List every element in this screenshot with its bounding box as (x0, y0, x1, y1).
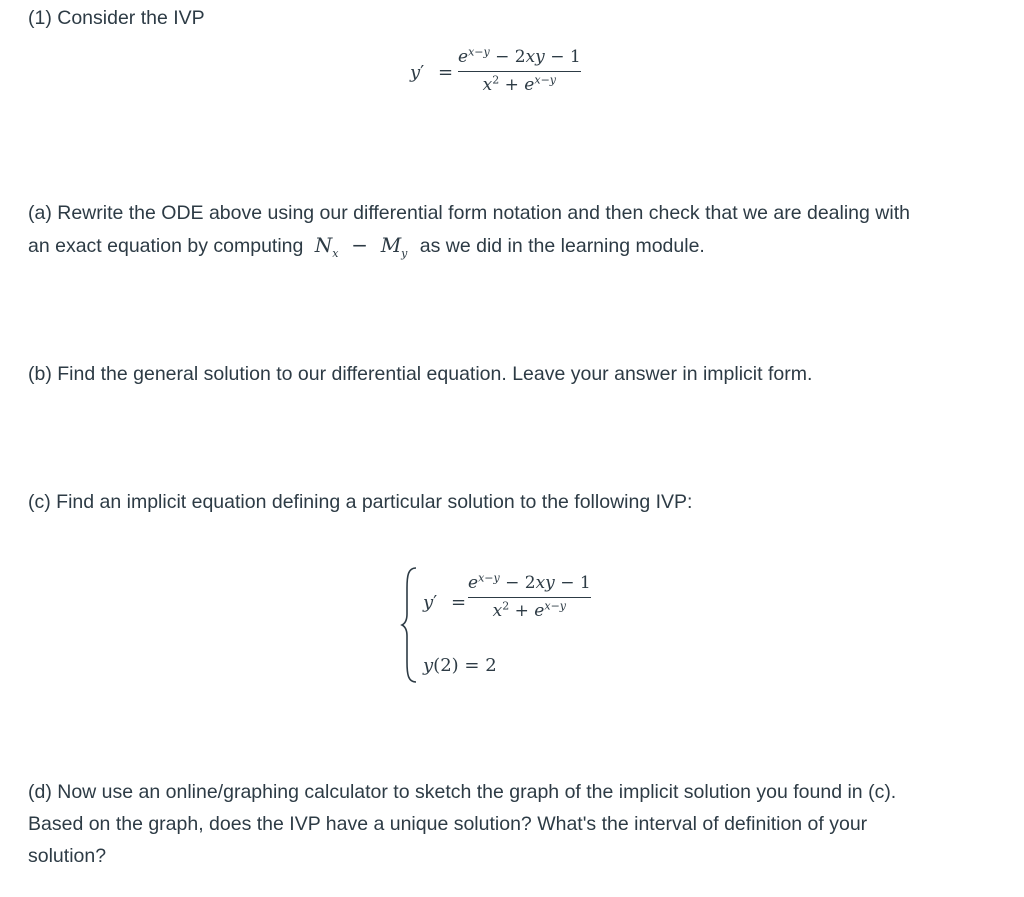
left-brace (400, 566, 420, 684)
part-b-text: (b) Find the general solution to our differential equation. Leave your answer in implicit form. (28, 363, 813, 385)
ode-fraction (458, 46, 581, 96)
part-a-line2 (28, 229, 705, 262)
ode-lhs: y′ = (410, 62, 454, 83)
part-d-line2: Based on the graph, does the IVP have a unique solution? What's the interval of definition of your (28, 813, 868, 835)
part-a-text-before: an exact equation by computing (28, 235, 304, 257)
nx-minus-my-expression: $N_x - M_y$ (314, 233, 408, 260)
ivp-ode-fraction (468, 572, 591, 622)
part-a-line1: (a) Rewrite the ODE above using our differential form notation and then check that we are dealing with (28, 202, 910, 224)
fraction-bar (468, 597, 591, 598)
ivp-ode-lhs: y′ = (423, 592, 467, 613)
ivp-numerator: $e^{x-y} - 2xy - 1$ (468, 571, 591, 593)
initial-condition: y(2) = 2 (423, 655, 497, 676)
ode-denominator: $x^2 + e^{x-y}$ (482, 73, 557, 96)
ode-numerator: $e^{x-y} - 2xy - 1$ (458, 45, 581, 67)
part-a-text-after: as we did in the learning module. (419, 235, 705, 257)
problem-header: (1) Consider the IVP (28, 7, 205, 29)
part-d-line1: (d) Now use an online/graphing calculator to sketch the graph of the implicit solution you found in (c). (28, 781, 897, 803)
fraction-bar (458, 71, 581, 72)
ivp-denominator: $x^2 + e^{x-y}$ (492, 599, 567, 622)
part-d-line3: solution? (28, 845, 107, 867)
part-c-text: (c) Find an implicit equation defining a particular solution to the following IVP: (28, 491, 693, 513)
